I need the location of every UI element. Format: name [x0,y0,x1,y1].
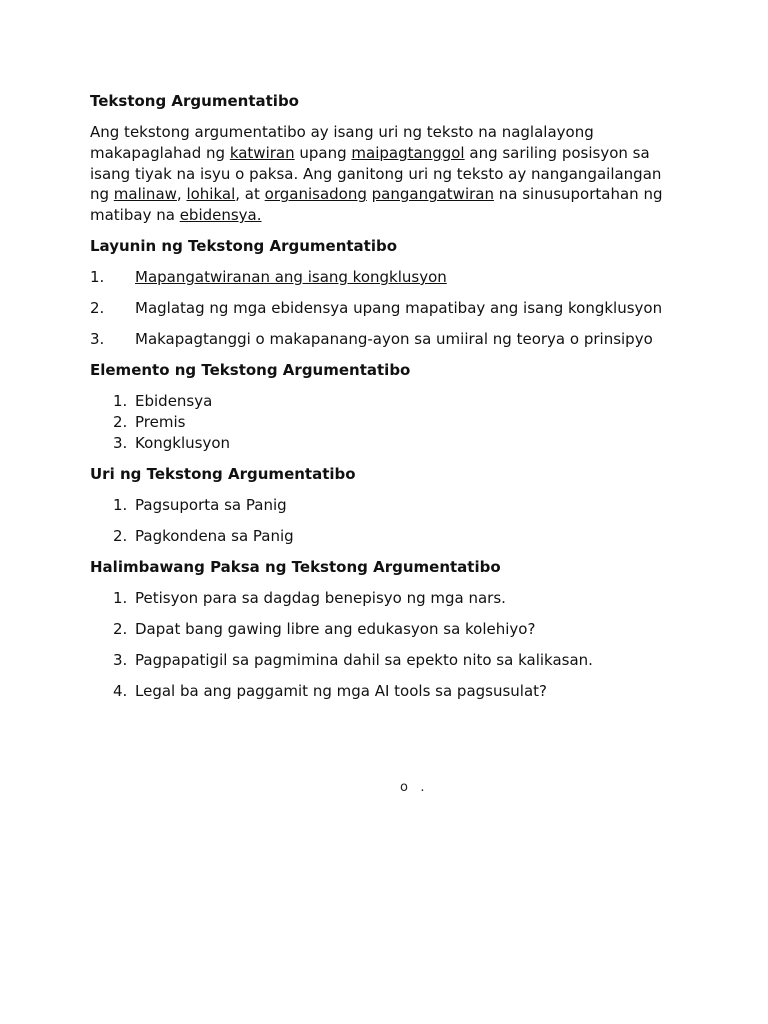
elemento-heading: Elemento ng Tekstong Argumentatibo [90,360,411,379]
halimbawa-list [90,588,680,702]
intro-underlined-malinaw: malinaw [113,185,177,204]
list-number: 3. [90,329,105,348]
list-text: Ebidensya [135,391,213,410]
list-item [90,433,680,454]
layunin-heading: Layunin ng Tekstong Argumentatibo [90,236,398,255]
uri-list [90,495,680,547]
list-item [90,619,680,640]
document-page [90,91,680,702]
intro-underlined-pangangatwiran: pangangatwiran [371,185,494,204]
list-item [90,526,680,547]
list-text: Pagpapatigil sa pagmimina dahil sa epekto nito sa kalikasan. [135,650,593,669]
list-number: 1. [113,495,128,514]
intro-underlined-maipagtanggol: maipagtanggol [351,143,465,162]
list-text: Dapat bang gawing libre ang edukasyon sa kolehiyo? [135,619,536,638]
list-text: Pagkondena sa Panig [135,526,294,545]
list-number: 1. [113,588,128,607]
intro-text-1: Ang tekstong argumentatibo ay isang uri ng teksto na naglalayong makapaglahad ng [90,123,594,162]
list-number: 3. [113,433,128,452]
list-text: Pagsuporta sa Panig [135,495,287,514]
list-number: 2. [90,298,105,317]
intro-text-7: na sinusuportahan ng matibay na [90,185,663,225]
footer-marks: o . [400,780,425,795]
intro-underlined-ebidensya: ebidensya. [179,206,262,225]
list-text: Kongklusyon [135,433,231,452]
list-item [90,650,680,671]
list-number: 1. [113,391,128,410]
list-number: 4. [113,681,128,700]
list-number: 2. [113,412,128,431]
elemento-list [90,391,680,454]
list-text: Makapagtanggi o makapanang-ayon sa umiiral ng teorya o prinsipyo [135,329,653,348]
list-item [90,298,680,319]
list-text: Legal ba ang paggamit ng mga AI tools sa pagsusulat? [135,681,548,700]
list-text: Premis [135,412,186,431]
uri-heading: Uri ng Tekstong Argumentatibo [90,464,356,483]
list-item [90,267,680,288]
intro-paragraph [90,122,680,226]
list-item [90,391,680,412]
intro-underlined-lohikal: lohikal [186,185,236,204]
list-number: 3. [113,650,128,669]
list-number: 1. [90,267,105,286]
list-item [90,588,680,609]
intro-text-5: , at [235,185,265,204]
intro-text-4: , [176,185,187,204]
list-item [90,329,680,350]
intro-underlined-organisadong: organisadong [264,185,367,204]
intro-text-2: upang [294,143,352,162]
list-text: Maglatag ng mga ebidensya upang mapatibay ang isang kongklusyon [135,298,663,317]
intro-text-3: ang sariling posisyon sa isang tiyak na isyu o paksa. Ang ganitong uri ng teksto ay nangangailangan ng [90,143,662,204]
list-text: Petisyon para sa dagdag benepisyo ng mga nars. [135,588,506,607]
layunin-list [90,267,680,350]
list-item [90,495,680,516]
list-item [90,412,680,433]
list-item [90,681,680,702]
halimbawa-heading: Halimbawang Paksa ng Tekstong Argumentatibo [90,557,501,576]
list-number: 2. [113,619,128,638]
document-title: Tekstong Argumentatibo [90,92,299,110]
list-number: 2. [113,526,128,545]
intro-underlined-katwiran: katwiran [229,143,295,162]
list-text: Mapangatwiranan ang isang kongklusyon [135,267,447,286]
